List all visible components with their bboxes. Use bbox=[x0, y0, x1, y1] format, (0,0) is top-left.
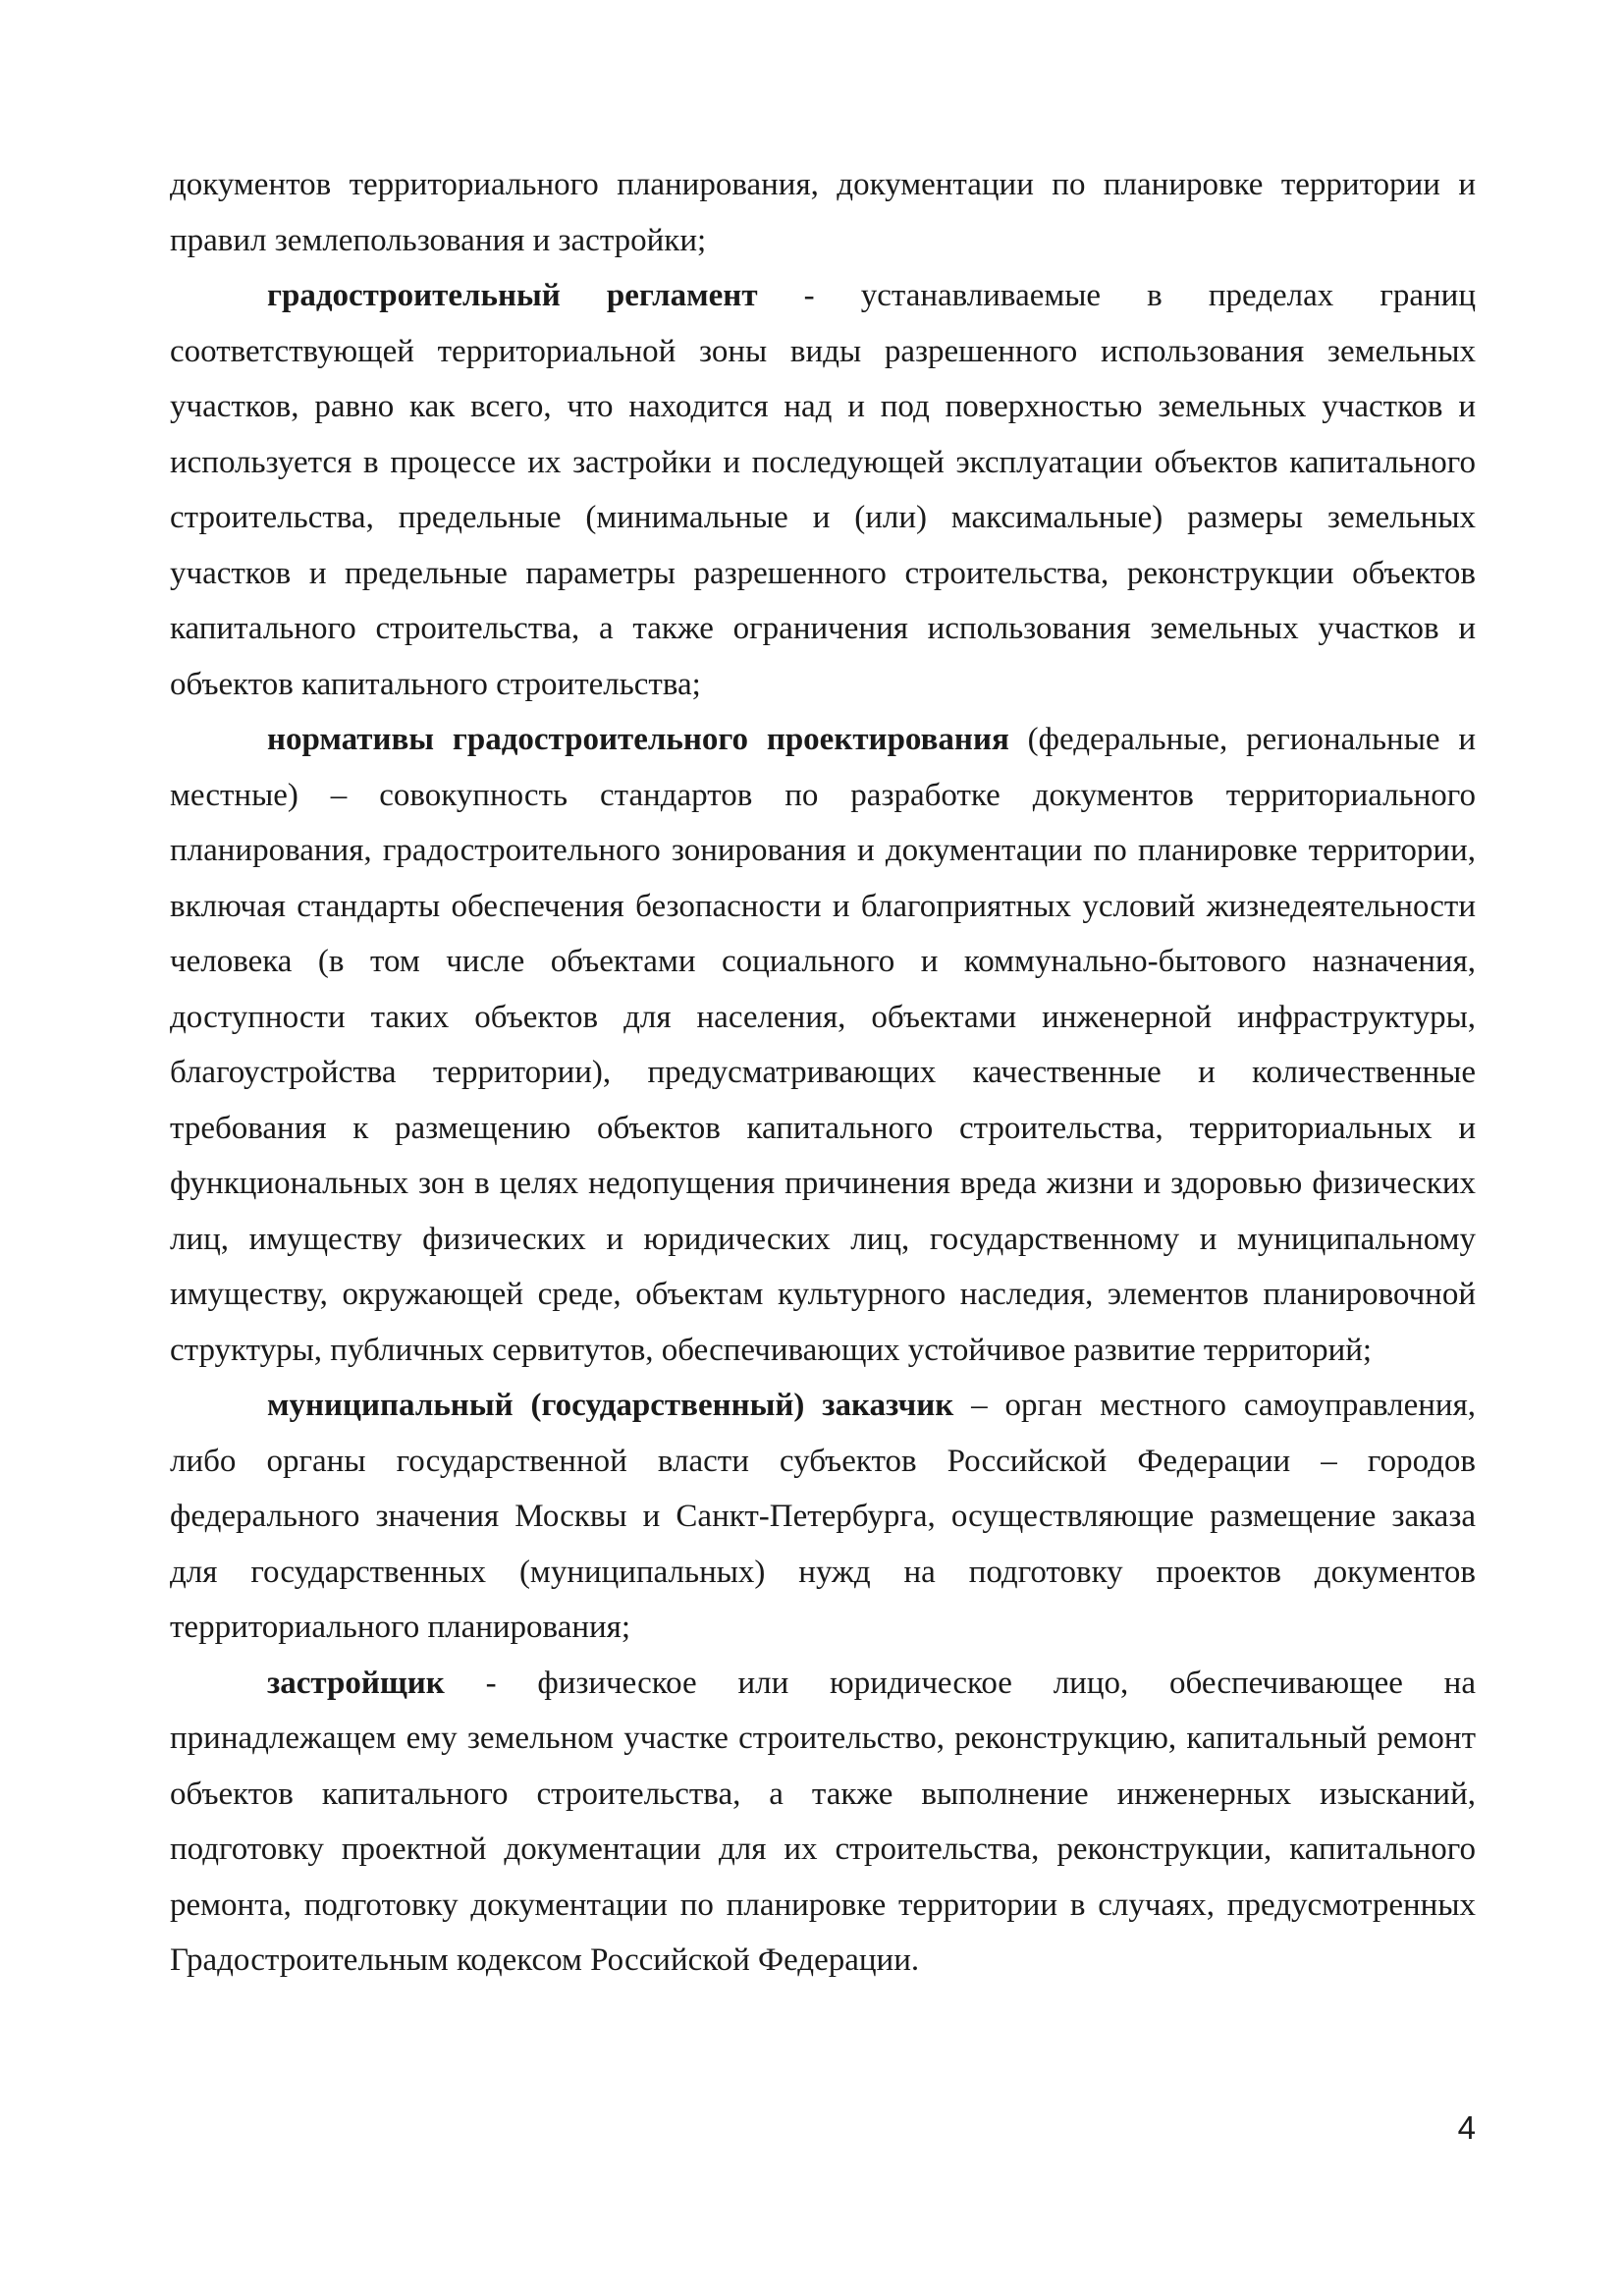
definition-term: нормативы градостроительного проектирования bbox=[267, 722, 1009, 757]
definition-normativy bbox=[170, 712, 1476, 1378]
definition-text: - устанавливаемые в пределах границ соответствующей территориальной зоны виды разрешенного использования земельных участков, равно как всего, что находится над и под поверхностью земельных участков и используется в процессе их застройки и последующей эксплуатации объектов капитального строительства, предельные (минимальные и (или) максимальные) размеры земельных участков и предельные параметры разрешенного строительства, реконструкции объектов капитального строительства, а также ограничения использования земельных участков и объектов капитального строительства; bbox=[170, 278, 1477, 702]
definition-text: (федеральные, региональные и местные) – совокупность стандартов по разработке документов территориального планирования, градостроительного зонирования и документации по планировке территории, включая стандарты обеспечения безопасности и благоприятных условий жизнедеятельности человека (в том числе объектами социального и коммунально-бытового назначения, доступности таких объектов для населения, объектами инженерной инфраструктуры, благоустройства территории), предусматривающих качественные и количественные требования к размещению объектов капитального строительства, территориальных и функциональных зон в целях недопущения причинения вреда жизни и здоровью физических лиц, имуществу физических и юридических лиц, государственному и муниципальному имуществу, окружающей среде, объектам культурного наследия, элементов планировочной структуры, публичных сервитутов, обеспечивающих устойчивое развитие территорий; bbox=[170, 722, 1476, 1368]
definition-zastroyshchik bbox=[170, 1656, 1476, 1989]
definition-term: муниципальный (государственный) заказчик bbox=[267, 1388, 954, 1423]
page-number: 4 bbox=[1457, 2109, 1476, 2146]
paragraph-text: документов территориального планирования, документации по планировке территории и правил землепользования и застройки; bbox=[170, 167, 1476, 258]
definition-text: - физическое или юридическое лицо, обеспечивающее на принадлежащем ему земельном участке строительство, реконструкцию, капитальный ремонт объектов капитального строительства, а также выполнение инженерных изысканий, подготовку проектной документации для их строительства, реконструкции, капитального ремонта, подготовку документации по планировке территории в случаях, предусмотренных Градостроительным кодексом Российской Федерации. bbox=[170, 1665, 1476, 1978]
definition-term: градостроительный регламент bbox=[267, 278, 758, 313]
definition-term: застройщик bbox=[267, 1665, 445, 1701]
definition-text: – орган местного самоуправления, либо органы государственной власти субъектов Российской Федерации – городов федерального значения Москвы и Санкт-Петербурга, осуществляющие размещение заказа для государственных (муниципальных) нужд на подготовку проектов документов территориального планирования; bbox=[170, 1388, 1476, 1645]
document-body bbox=[170, 157, 1476, 1989]
paragraph-continuation bbox=[170, 157, 1476, 268]
definition-zakazchik bbox=[170, 1378, 1476, 1656]
definition-gradostroitelny-reglament bbox=[170, 268, 1476, 712]
